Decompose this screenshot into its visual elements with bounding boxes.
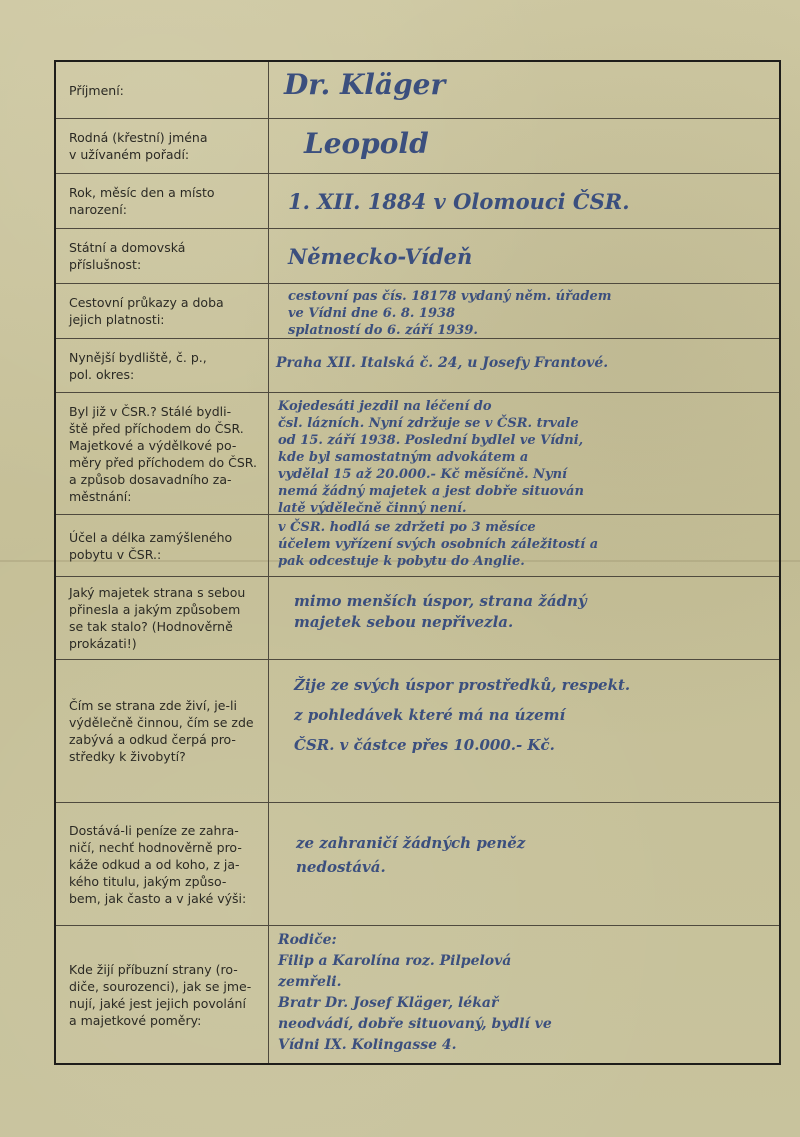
handwritten-relatives: Rodiče: Filip a Karolína roz. Pilpelová zemřeli. Bratr Dr. Josef Kläger, lékař neodvádí, dobře situovaný, bydlí ve Vídni IX. Kolingasse 4. <box>278 932 552 1053</box>
value-cell-passports <box>270 284 779 338</box>
label-citizenship: Státní a domovská příslušnost: <box>69 240 186 272</box>
label-cell-relatives <box>56 926 269 1063</box>
handwritten-birth: 1. XII. 1884 v Olomouci ČSR. <box>288 189 630 214</box>
handwritten-purpose: v ČSR. hodlá se zdržeti po 3 měsíce účelem vyřízení svých osobních záležitostí a pak odcestuje k pobytu do Anglie. <box>278 520 599 569</box>
row-relatives <box>56 925 779 1063</box>
handwritten-surname: Dr. Kläger <box>284 68 446 101</box>
value-cell-property <box>270 577 779 659</box>
value-cell-given-names <box>270 119 779 173</box>
row-livelihood <box>56 659 779 802</box>
label-cell-residence <box>56 339 269 392</box>
row-surname <box>56 62 779 118</box>
handwritten-history: Kojedesáti jezdil na léčení do čsl. lázních. Nyní zdržuje se v ČSR. trvale od 15. září 1938. Poslední bydlel ve Vídni, kde byl samostatným advokátem a vydělal 15 až 20.000.- Kč měsíčně. Nyní nemá žádný majetek a jest dobře situován latě výdělečně činný není. <box>278 399 584 516</box>
label-passports: Cestovní průkazy a doba jejich platnosti: <box>69 295 224 327</box>
label-cell-birth <box>56 174 269 228</box>
label-foreign-money: Dostává-li peníze ze zahra- ničí, nechť hodnověrně pro- káže odkud a od koho, z ja- kého titulu, jakým způso- bem, jak často a v jaké výši: <box>69 822 247 906</box>
label-cell-surname <box>56 62 269 118</box>
label-given-names: Rodná (křestní) jména v užívaném pořadí: <box>69 130 208 162</box>
handwritten-residence: Praha XII. Italská č. 24, u Josefy Frantové. <box>276 355 609 371</box>
handwritten-citizenship: Německo-Vídeň <box>288 244 473 269</box>
handwritten-given-names: Leopold <box>304 127 429 160</box>
row-residence <box>56 338 779 392</box>
value-cell-residence <box>270 339 779 392</box>
value-cell-foreign-money <box>270 803 779 925</box>
handwritten-property: mimo menších úspor, strana žádný majetek sebou nepřivezla. <box>294 592 587 631</box>
label-history: Byl již v ČSR.? Stálé bydli- ště před příchodem do ČSR. Majetkové a výdělkové po- měry před příchodem do ČSR. a způsob dosavadního za- městnání: <box>69 403 257 504</box>
row-purpose <box>56 514 779 576</box>
label-relatives: Kde žijí příbuzní strany (ro- diče, sourozenci), jak se jme- nují, jaké jest jejich povolání a majetkové poměry: <box>69 961 252 1028</box>
row-birth <box>56 173 779 228</box>
label-property: Jaký majetek strana s sebou přinesla a jakým způsobem se tak stalo? (Hodnověrně prokázati!) <box>69 585 246 651</box>
label-surname: Příjmení: <box>69 82 124 98</box>
row-given-names <box>56 118 779 173</box>
label-cell-purpose <box>56 515 269 576</box>
label-purpose: Účel a délka zamýšleného pobytu v ČSR.: <box>69 529 233 562</box>
handwritten-passports: cestovní pas čís. 18178 vydaný něm. úřadem ve Vídni dne 6. 8. 1938 splatností do 6. září 1939. <box>288 289 612 338</box>
value-cell-livelihood <box>270 660 779 802</box>
row-history <box>56 392 779 514</box>
value-cell-purpose <box>270 515 779 576</box>
value-cell-history <box>270 393 779 514</box>
handwritten-foreign-money: ze zahraničí žádných peněz nedostává. <box>296 834 526 876</box>
value-cell-birth <box>270 174 779 228</box>
row-foreign-money <box>56 802 779 925</box>
label-cell-property <box>56 577 269 659</box>
value-cell-relatives <box>270 926 779 1063</box>
label-cell-passports <box>56 284 269 338</box>
value-cell-surname <box>270 62 779 118</box>
label-cell-foreign-money <box>56 803 269 925</box>
label-birth: Rok, měsíc den a místo narození: <box>69 185 215 217</box>
label-cell-citizenship <box>56 229 269 283</box>
label-livelihood: Čím se strana zde živí, je-li výdělečně činnou, čím se zde zabývá a odkud čerpá pro- středky k živobytí? <box>69 698 254 764</box>
label-cell-history <box>56 393 269 514</box>
row-citizenship <box>56 228 779 283</box>
row-passports <box>56 283 779 338</box>
handwritten-livelihood: Žije ze svých úspor prostředků, respekt. z pohledávek které má na území ČSR. v částce přes 10.000.- Kč. <box>294 676 631 754</box>
label-cell-livelihood <box>56 660 269 802</box>
registration-form-table <box>54 60 781 1065</box>
row-property <box>56 576 779 659</box>
label-residence: Nynější bydliště, č. p., pol. okres: <box>69 349 207 382</box>
label-cell-given-names <box>56 119 269 173</box>
value-cell-citizenship <box>270 229 779 283</box>
